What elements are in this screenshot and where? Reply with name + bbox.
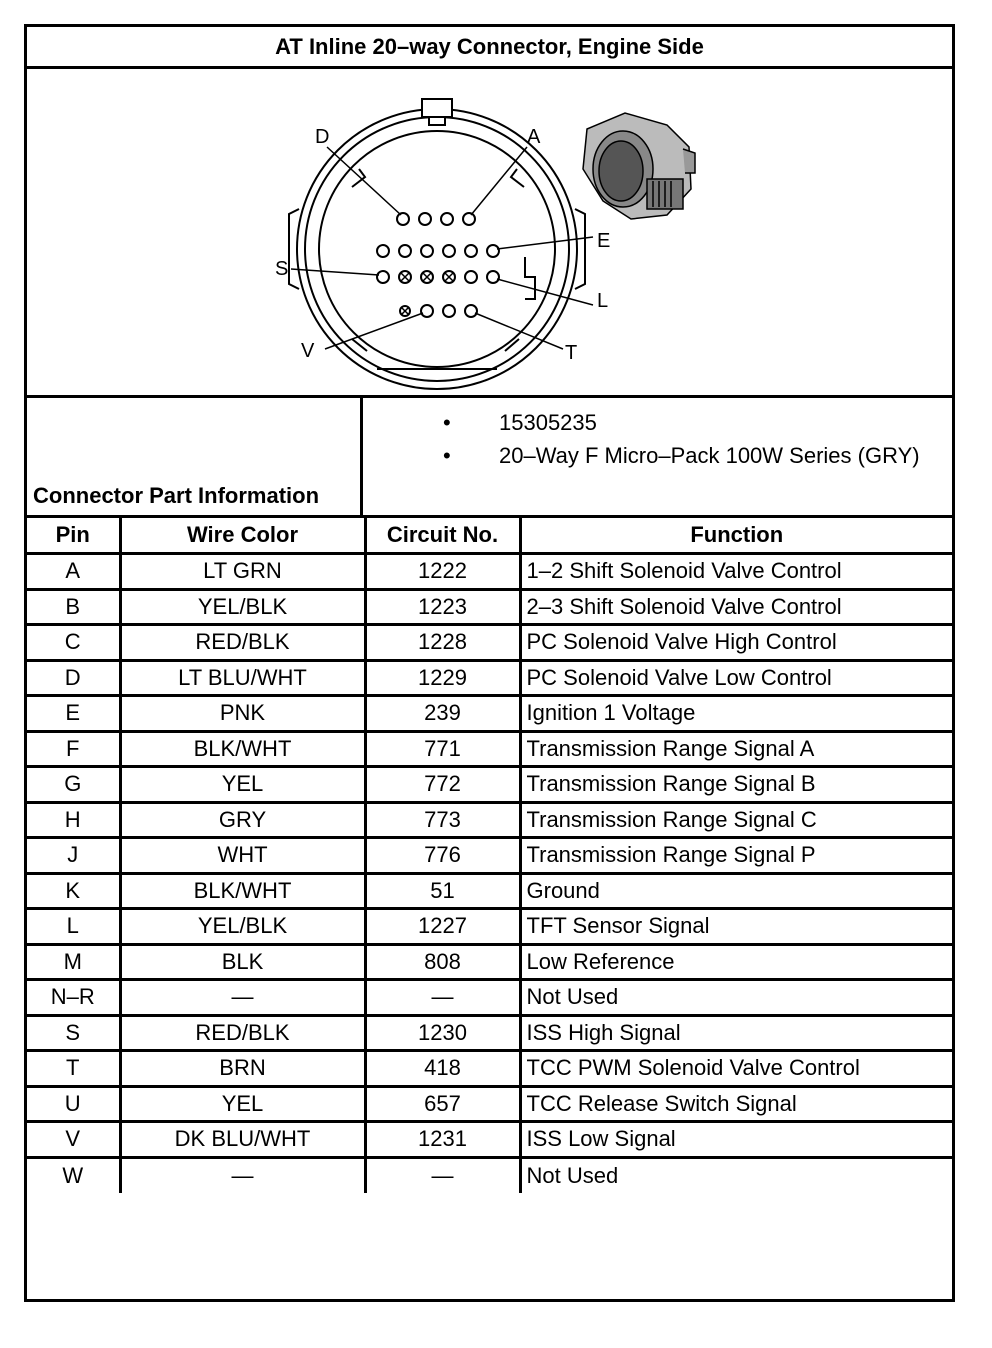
connector-thumbnail-icon: [583, 113, 695, 219]
circuit-no-cell: 1229: [365, 660, 520, 696]
function-cell: ISS Low Signal: [520, 1122, 952, 1158]
table-row: [27, 873, 952, 909]
circuit-no-cell: 1222: [365, 554, 520, 590]
function-cell: ISS High Signal: [520, 1015, 952, 1051]
connector-part-info-label: Connector Part Information: [33, 483, 320, 508]
header-wire-color: Wire Color: [120, 518, 365, 554]
callout-t: T: [565, 342, 578, 364]
page-title: AT Inline 20–way Connector, Engine Side: [27, 27, 952, 69]
circuit-no-cell: —: [365, 1157, 520, 1193]
table-row: [27, 731, 952, 767]
table-row: [27, 660, 952, 696]
table-row: [27, 1051, 952, 1087]
function-cell: 2–3 Shift Solenoid Valve Control: [520, 589, 952, 625]
wire-color-cell: YEL: [120, 767, 365, 803]
pin-cell: G: [27, 767, 120, 803]
wire-color-cell: —: [120, 980, 365, 1016]
table-row: [27, 909, 952, 945]
pin-cavities: [377, 213, 499, 317]
circuit-no-cell: 51: [365, 873, 520, 909]
circuit-no-cell: 657: [365, 1086, 520, 1122]
wire-color-cell: BLK/WHT: [120, 731, 365, 767]
table-row: [27, 554, 952, 590]
function-cell: PC Solenoid Valve High Control: [520, 625, 952, 661]
function-cell: PC Solenoid Valve Low Control: [520, 660, 952, 696]
pinout-table: [27, 518, 952, 1193]
pin-cell: U: [27, 1086, 120, 1122]
callout-s: S: [275, 258, 289, 280]
header-function: Function: [520, 518, 952, 554]
wire-color-cell: LT GRN: [120, 554, 365, 590]
function-cell: 1–2 Shift Solenoid Valve Control: [520, 554, 952, 590]
wire-color-cell: RED/BLK: [120, 625, 365, 661]
circuit-no-cell: 1230: [365, 1015, 520, 1051]
function-cell: TCC PWM Solenoid Valve Control: [520, 1051, 952, 1087]
callout-v: V: [301, 340, 315, 362]
connector-part-info-list: • 15305235 • 20–Way F Micro–Pack 100W Series (GRY): [443, 410, 920, 468]
function-cell: Low Reference: [520, 944, 952, 980]
connector-face-drawing: [27, 69, 952, 395]
callout-d: D: [315, 126, 330, 148]
circuit-no-cell: 773: [365, 802, 520, 838]
connector-diagram: [27, 69, 952, 398]
table-row: [27, 944, 952, 980]
wire-color-cell: BRN: [120, 1051, 365, 1087]
pin-cell: E: [27, 696, 120, 732]
wire-color-cell: BLK/WHT: [120, 873, 365, 909]
connector-sheet: [24, 24, 955, 1302]
connector-part-info: [27, 398, 952, 518]
table-row: [27, 1086, 952, 1122]
table-row: [27, 696, 952, 732]
table-row: [27, 1122, 952, 1158]
pin-cell: A: [27, 554, 120, 590]
wire-color-cell: BLK: [120, 944, 365, 980]
callout-e: E: [597, 230, 611, 252]
wire-color-cell: YEL/BLK: [120, 589, 365, 625]
table-row: [27, 625, 952, 661]
header-pin: Pin: [27, 518, 120, 554]
pin-cell: T: [27, 1051, 120, 1087]
top-key: [422, 99, 452, 117]
function-cell: TCC Release Switch Signal: [520, 1086, 952, 1122]
table-row: [27, 802, 952, 838]
wire-color-cell: YEL/BLK: [120, 909, 365, 945]
function-cell: Transmission Range Signal B: [520, 767, 952, 803]
pin-cell: B: [27, 589, 120, 625]
table-header-row: [27, 518, 952, 554]
circuit-no-cell: 239: [365, 696, 520, 732]
callout-l: L: [597, 290, 609, 312]
circuit-no-cell: 1223: [365, 589, 520, 625]
circuit-no-cell: —: [365, 980, 520, 1016]
pin-cell: W: [27, 1157, 120, 1193]
pin-cell: J: [27, 838, 120, 874]
pin-cell: N–R: [27, 980, 120, 1016]
circuit-no-cell: 1228: [365, 625, 520, 661]
connector-part-info-label-cell: [27, 398, 363, 515]
header-circuit-no: Circuit No.: [365, 518, 520, 554]
table-row: [27, 980, 952, 1016]
circuit-no-cell: 1231: [365, 1122, 520, 1158]
wire-color-cell: GRY: [120, 802, 365, 838]
wire-color-cell: —: [120, 1157, 365, 1193]
part-number: 15305235: [499, 410, 597, 435]
function-cell: Transmission Range Signal P: [520, 838, 952, 874]
wire-color-cell: PNK: [120, 696, 365, 732]
function-cell: Transmission Range Signal A: [520, 731, 952, 767]
pin-cell: F: [27, 731, 120, 767]
circuit-no-cell: 771: [365, 731, 520, 767]
wire-color-cell: YEL: [120, 1086, 365, 1122]
part-description: 20–Way F Micro–Pack 100W Series (GRY): [499, 443, 920, 468]
table-row: [27, 767, 952, 803]
circuit-no-cell: 808: [365, 944, 520, 980]
circuit-no-cell: 776: [365, 838, 520, 874]
circuit-no-cell: 772: [365, 767, 520, 803]
table-row: [27, 838, 952, 874]
table-row: [27, 589, 952, 625]
function-cell: TFT Sensor Signal: [520, 909, 952, 945]
circuit-no-cell: 418: [365, 1051, 520, 1087]
pin-cell: H: [27, 802, 120, 838]
pin-cell: D: [27, 660, 120, 696]
table-row: [27, 1015, 952, 1051]
pin-cell: C: [27, 625, 120, 661]
function-cell: Ground: [520, 873, 952, 909]
function-cell: Not Used: [520, 980, 952, 1016]
table-row: [27, 1157, 952, 1193]
pin-cell: S: [27, 1015, 120, 1051]
wire-color-cell: RED/BLK: [120, 1015, 365, 1051]
callout-a: A: [527, 126, 541, 148]
housing-outer-ring: [297, 109, 577, 389]
pin-cell: V: [27, 1122, 120, 1158]
pin-cell: K: [27, 873, 120, 909]
pin-cell: M: [27, 944, 120, 980]
function-cell: Ignition 1 Voltage: [520, 696, 952, 732]
function-cell: Transmission Range Signal C: [520, 802, 952, 838]
wire-color-cell: DK BLU/WHT: [120, 1122, 365, 1158]
wire-color-cell: LT BLU/WHT: [120, 660, 365, 696]
function-cell: Not Used: [520, 1157, 952, 1193]
pinout-table-body: [27, 554, 952, 1193]
circuit-no-cell: 1227: [365, 909, 520, 945]
wire-color-cell: WHT: [120, 838, 365, 874]
pin-cell: L: [27, 909, 120, 945]
